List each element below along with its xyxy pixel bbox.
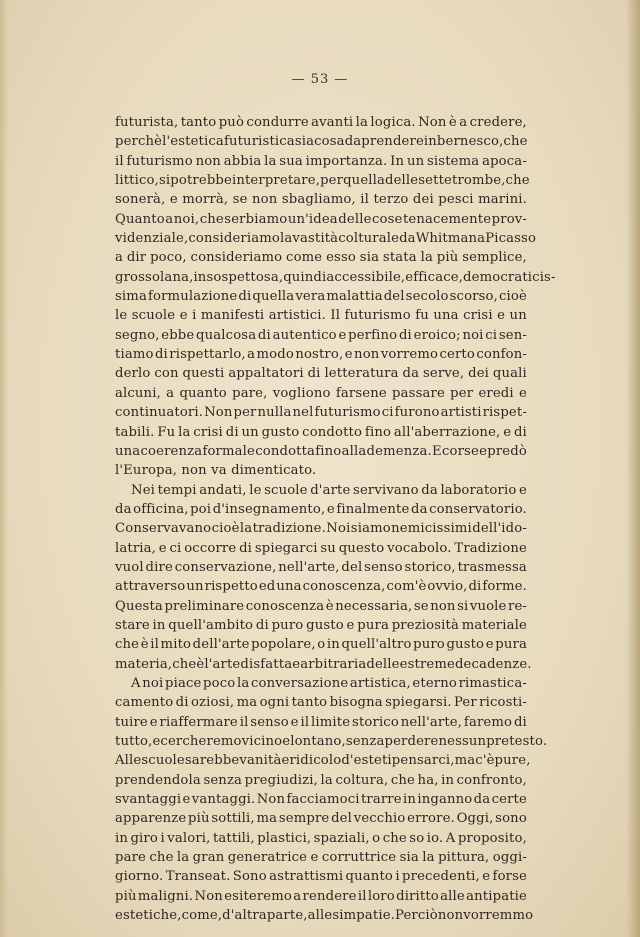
page-number: — 53 — — [291, 72, 349, 87]
text-line: latria, e ci occorre di spiegarci su questo vocabolo. Tradizione — [115, 540, 527, 556]
text-line: pare che la gran generatrice e corruttrice sia la pittura, oggi- — [115, 850, 527, 866]
text-line: a dir poco, consideriamo come esso sia stata la più semplice, — [115, 250, 527, 266]
text-line: grossolana, insospettosa, quindi accessibile, efficace, democraticis- — [115, 269, 556, 285]
text-line: videnziale, consideriamo la vastità colturale da Whitman a Picasso — [115, 231, 537, 247]
text-line: Questa preliminare conoscenza è necessaria, se non si vuole re- — [115, 598, 527, 614]
text-line: svantaggi e vantaggi. Non facciamoci trarre in inganno da certe — [115, 792, 527, 808]
text-line: tabili. Fu la crisi di un gusto condotto fino all'aberrazione, e di — [115, 424, 527, 440]
text-line: futurista, tanto può condurre avanti la logica. Non è a credere, — [115, 115, 527, 130]
text-line: segno, ebbe qualcosa di autentico e perfino di eroico; noi ci sen- — [115, 327, 527, 343]
text-line: tutto, e cercheremo vicino e lontano, senza perdere nessun pretesto. — [115, 734, 548, 749]
page-right-edge — [626, 0, 640, 937]
text-line: prendendola senza pregiudizi, la coltura, che ha, in confronto, — [115, 772, 527, 788]
text-line: continuatori. Non per nulla nel futurismo ci furono artisti rispet- — [115, 405, 527, 421]
text-line: da officina, poi d'insegnamento, e finalmente da conservatorio. — [115, 501, 527, 517]
text-line: Alle scuole sarebbe vanità e ridicolo d'esteti pensarci, ma c'è pure, — [115, 753, 531, 769]
text-line: più maligni. Non esiteremo a rendere il loro diritto alle antipatie — [115, 888, 527, 904]
text-line: Quanto a noi, che serbiamo un'idea delle cose tenacemente prov- — [115, 211, 527, 227]
text-line: vuol dire conservazione, nell'arte, del senso storico, trasmessa — [115, 559, 527, 575]
text-line: tiamo di rispettarlo, a modo nostro, e non vorremo certo confon- — [115, 347, 527, 363]
text-line: apparenze più sottili, ma sempre del vecchio errore. Oggi, sono — [115, 811, 527, 827]
text-line: A noi piace poco la conversazione artistica, eterno rimastica- — [131, 675, 527, 691]
text-line: le scuole e i manifesti artistici. Il futurismo fu una crisi e un — [115, 308, 527, 324]
text-line: materia, che è l'arte disfatta e arbitraria delle estreme decadenze. — [115, 656, 532, 672]
text-line: stare in quell'ambito di puro gusto e pura preziosità materiale — [115, 617, 527, 633]
text-line: una coerenza formale condotta fino alla demenza. E corse e predò — [115, 443, 527, 459]
text-line: estetiche, come, d'altra parte, alle simpatie. Perciò non vorremmo — [115, 908, 534, 924]
text-line: derlo con questi appaltatori di letteratura da serve, dei quali — [115, 366, 527, 382]
text-line: l'Europa, non va dimenticato. — [115, 463, 317, 479]
text-line: tuire e riaffermare il senso e il limite storico nell'arte, faremo di — [115, 714, 527, 730]
text-line: attraverso un rispetto ed una conoscenza, com'è ovvio, di forme. — [115, 579, 527, 595]
body-text — [115, 113, 556, 925]
text-line: littico, si potrebbe interpretare, per quella delle sette trombe, che — [115, 173, 530, 189]
text-line: perchè l'estetica futuristica sia cosa da prendere in bernesco, che — [115, 134, 528, 150]
text-line: camento di oziosi, ma ogni tanto bisogna spiegarsi. Per ricosti- — [115, 695, 527, 711]
text-line: il futurismo non abbia la sua importanza. In un sistema apoca- — [115, 153, 527, 169]
text-line: Conservavano cioè la tradizione. Noi siamo nemicissimi dell'ido- — [115, 521, 527, 537]
page-left-edge — [0, 0, 8, 937]
text-line: in giro i valori, tattili, plastici, spaziali, o che so io. A proposito, — [115, 830, 527, 846]
text-line: alcuni, a quanto pare, vogliono farsene passare per eredi e — [115, 385, 527, 401]
text-line: sima formulazione di quella vera malattia del secolo scorso, cioè — [115, 289, 527, 305]
text-line: Nei tempi andati, le scuole d'arte servivano da laboratorio e — [131, 482, 527, 498]
text-line: che è il mito dell'arte popolare, o in quell'altro puro gusto e pura — [115, 637, 527, 653]
text-line: giorno. Transeat. Sono astrattismi quanto i precedenti, e forse — [115, 869, 527, 885]
text-line: sonerà, e morrà, se non sbagliamo, il terzo dei pesci marini. — [115, 192, 527, 208]
